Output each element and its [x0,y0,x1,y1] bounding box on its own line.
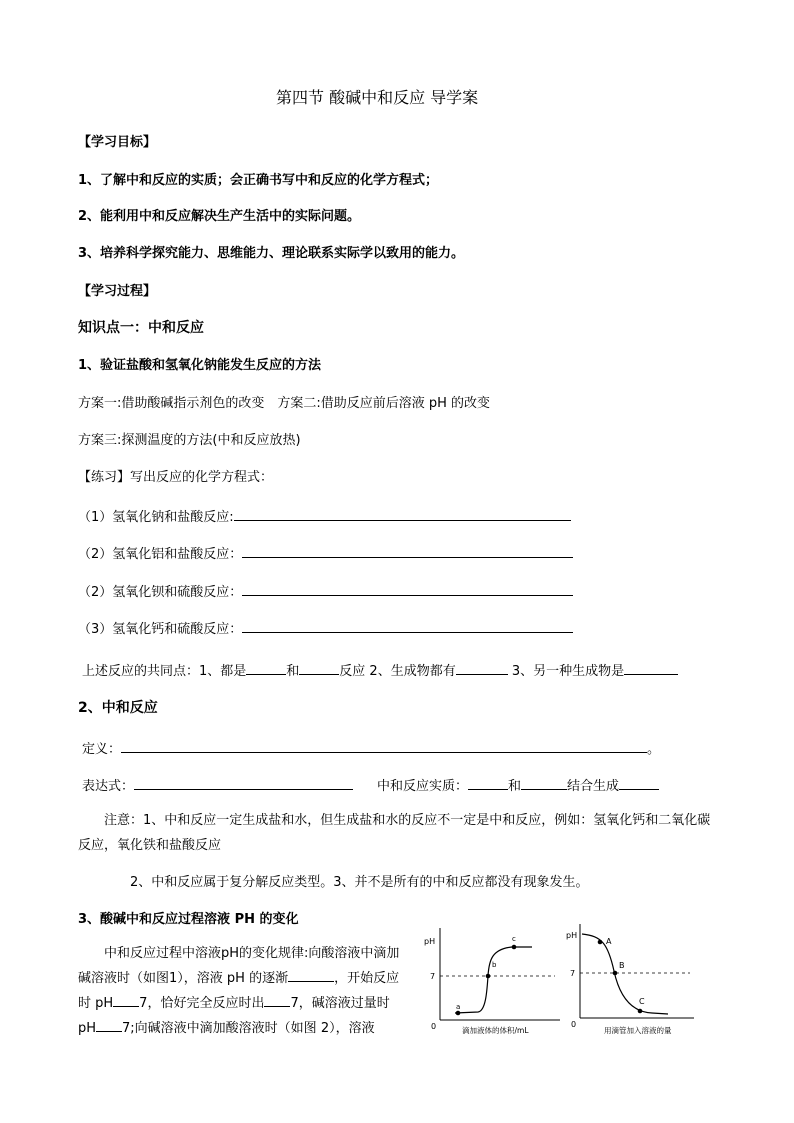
note-1: 注意：1、中和反应一定生成盐和水，但生成盐和水的反应不一定是中和反应，例如：氢氧化钙和二氧化碳反应，氧化铁和盐酸反应 [78,813,711,853]
exercise-3-label: （2）氢氧化钡和硫酸反应： [78,585,243,600]
sub1-title: 1、验证盐酸和氢氧化钠能发生反应的方法 [78,358,322,373]
fig2-ylabel: pH [566,931,578,940]
objective-item-1: 1、了解中和反应的实质；会正确书写中和反应的化学方程式； [78,173,439,188]
essence-blank-3[interactable] [619,776,659,790]
ph-para-s4: 7，碱溶液过量时 pH [78,996,390,1036]
ph-blank-1[interactable] [288,968,334,982]
note-2: 2、中和反应属于复分解反应类型。3、并不是所有的中和反应都没有现象发生。 [130,875,589,890]
common-blank-2[interactable] [299,661,339,675]
exercise-2-label: （2）氢氧化铝和盐酸反应： [78,547,243,562]
fig1-seven-label: 7 [430,972,436,981]
fig1-label-a: a [456,1003,461,1011]
fig2-seven-label: 7 [570,969,576,978]
ph-section-heading: 3、酸碱中和反应过程溶液 PH 的变化 [78,912,299,927]
neutralization-heading: 2、中和反应 [78,700,158,716]
fig2-curve [582,934,668,1014]
essence-blank-1[interactable] [468,776,508,790]
ph-blank-3[interactable] [264,993,290,1007]
fig1-curve [455,947,532,1013]
essence-label: 中和反应实质： [377,779,469,794]
fig2-point-b [613,971,618,976]
fig2-point-a [598,940,603,945]
fig2-point-c [638,1009,643,1014]
common-blank-3[interactable] [456,661,508,675]
exercise-4 [78,619,573,638]
expression-label: 表达式： [82,779,135,794]
fig1-ylabel: pH [424,937,436,946]
point1-title: 知识点一：中和反应 [78,320,204,336]
page-title: 第四节 酸碱中和反应 导学案 [276,88,479,107]
fig2-label-b: B [619,961,625,970]
common-points-3: 反应 2、生成物都有 [339,664,456,679]
objectives-heading: 【学习目标】 [78,135,157,150]
ph-blank-4[interactable] [96,1018,122,1032]
fig1-label-c: c [512,935,516,943]
essence-end: 结合生成 [567,779,620,794]
ph-curve-figure-2 [562,916,712,1041]
exercise-3-blank[interactable] [242,582,573,596]
definition-blank[interactable] [121,739,647,753]
ph-blank-2[interactable] [113,993,139,1007]
objective-item-3: 3、培养科学探究能力、思维能力、理论联系实际学以致用的能力。 [78,246,465,261]
exercise-4-label: （3）氢氧化钙和硫酸反应： [78,622,243,637]
definition-label: 定义： [82,742,122,757]
ph-paragraph [78,941,408,1041]
ph-curve-figure-1 [420,920,570,1045]
fig2-label-c: C [639,997,645,1006]
essence-line [377,776,659,795]
fig2-origin-label: 0 [571,1020,577,1029]
exercise-4-blank[interactable] [242,619,573,633]
objective-item-2: 2、能利用中和反应解决生产生活中的实际问题。 [78,209,361,224]
process-heading: 【学习过程】 [78,284,157,299]
ph-para-s2: ，开始反应时 pH [78,971,400,1011]
fig1-point-a [456,1011,461,1016]
ph-para-s5: 7;向碱溶液中滴加酸溶液时（如图 2），溶液 [122,1021,375,1036]
exercise-1-label: （1）氢氧化钠和盐酸反应: [78,510,234,525]
common-blank-1[interactable] [246,661,286,675]
common-points-1: 上述反应的共同点：1、都是 [82,664,247,679]
fig1-point-c [512,945,517,950]
expression-line [82,776,353,795]
ph-para-s3: 7，恰好完全反应时出 [139,996,265,1011]
fig2-label-a: A [606,937,612,946]
expression-blank[interactable] [134,776,353,790]
definition-end: 。 [647,742,661,757]
exercise-2-blank[interactable] [242,544,573,558]
fig2-xlabel: 用滴管加入溶液的量 [604,1026,672,1035]
essence-blank-2[interactable] [521,776,567,790]
fig1-label-b: b [492,961,497,969]
exercise-1 [78,507,571,526]
essence-and: 和 [508,779,522,794]
exercise-heading: 【练习】写出反应的化学方程式： [78,470,274,485]
common-points [82,661,678,680]
exercise-3 [78,582,573,601]
ph-para-s1: 中和反应过程中溶液pH的变化规律:向酸溶液中滴加碱溶液时（如图1），溶液 pH 的逐渐 [78,946,400,986]
common-points-4: 3、另一种生成物是 [507,664,625,679]
fig1-origin-label: 0 [431,1022,437,1031]
methods-line-1: 方案一:借助酸碱指示剂色的改变 方案二:借助反应前后溶液 pH 的改变 [78,396,491,411]
exercise-1-blank[interactable] [234,507,571,521]
exercise-2 [78,544,573,563]
common-blank-4[interactable] [624,661,678,675]
common-points-2: 和 [286,664,300,679]
fig1-xlabel: 滴加液体的体积/mL [462,1026,529,1035]
methods-line-2: 方案三:探测温度的方法(中和反应放热) [78,433,301,448]
fig1-point-b [486,974,491,979]
definition-line [82,739,660,758]
